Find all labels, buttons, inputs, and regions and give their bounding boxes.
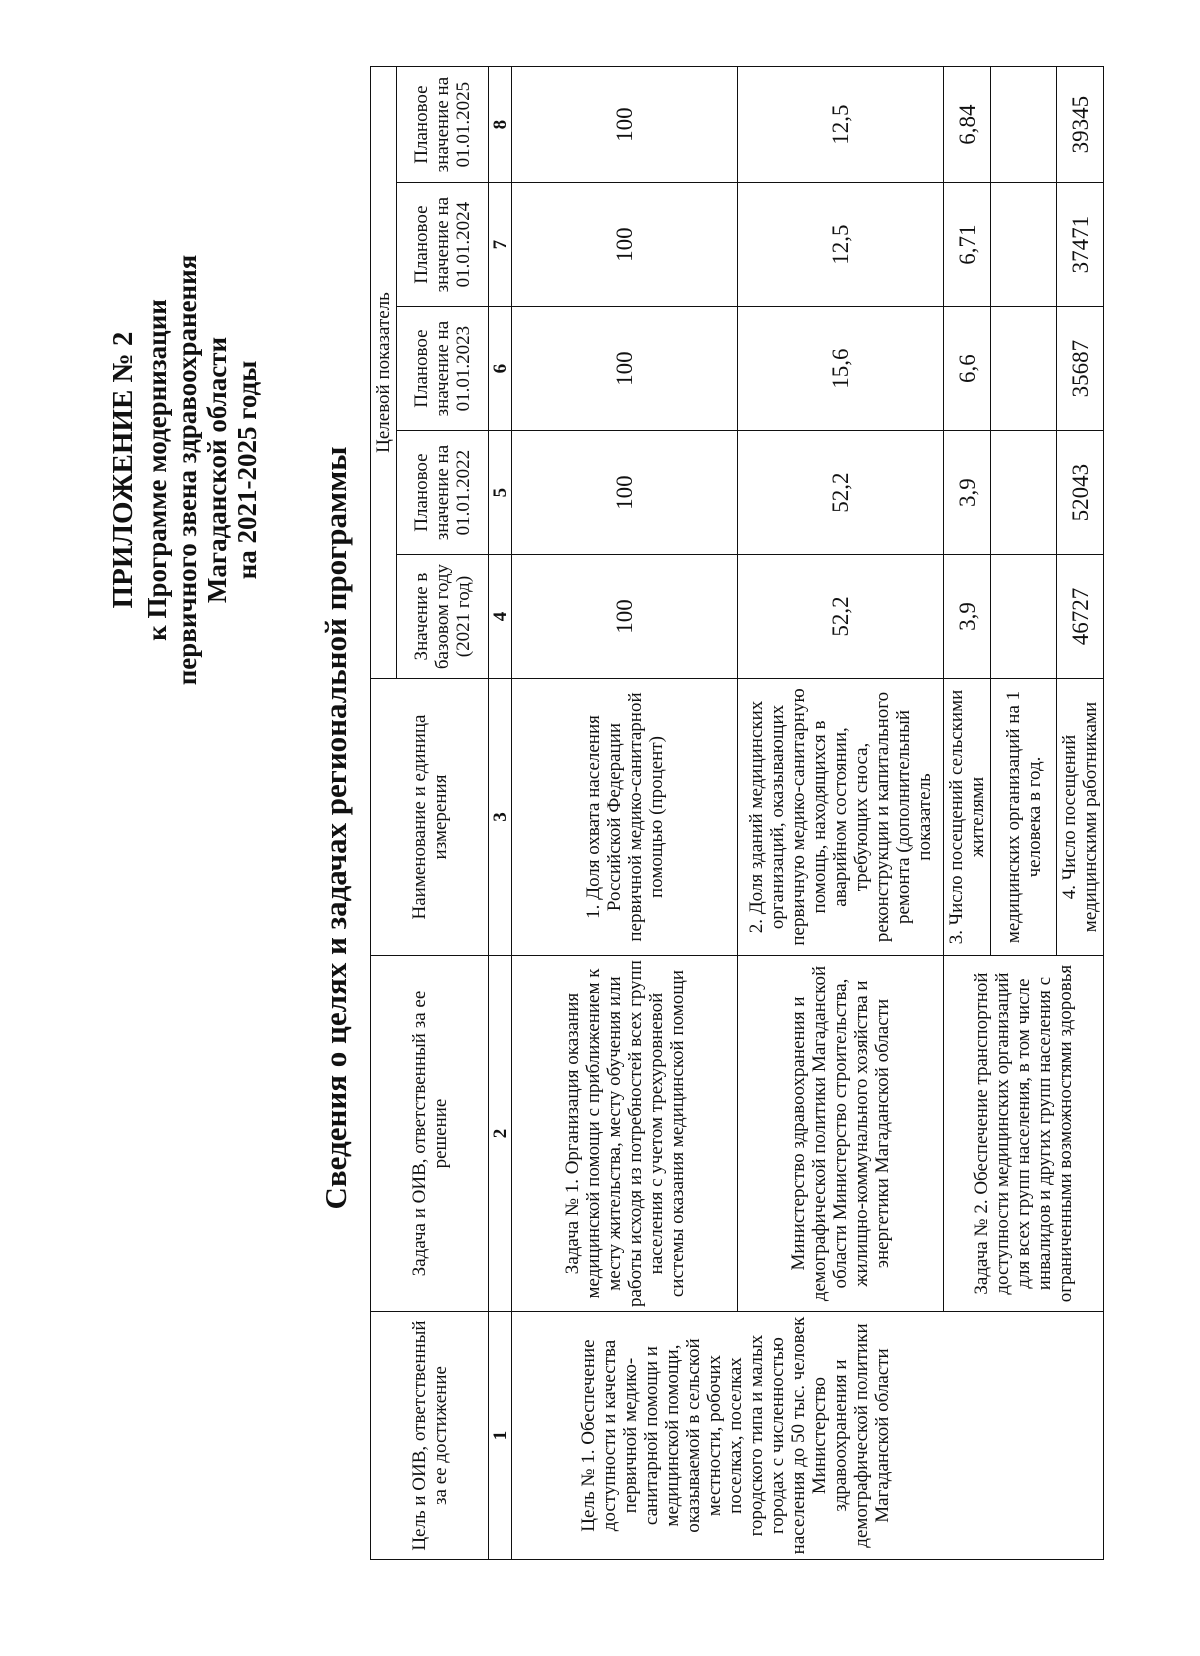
- document-title: Сведения о целях и задачах региональной программы: [318, 446, 353, 1210]
- value-2023: 6,6: [944, 307, 991, 431]
- task-1-responsible-cell: Министерство здравоохранения и демографической политики Магаданской области Министерство строительства, жилищно-коммунального хозяйства и энергетики Магаданской области: [738, 955, 944, 1311]
- indicator-name: 2. Доля зданий медицинских организаций, оказывающих первичную медико-санитарную помощь, находящихся в аварийном состоянии, требующих сноса, реконструкции и капитального ремонта (дополнительный показатель: [738, 679, 944, 956]
- value-base: 46727: [1057, 555, 1104, 679]
- column-number: 1: [489, 1312, 512, 1560]
- indicator-name: 1. Доля охвата населения Российской Федерации первичной медико-санитарной помощью (процент): [512, 679, 738, 956]
- value-2023: 15,6: [738, 307, 944, 431]
- value-2022: 52,2: [738, 431, 944, 555]
- column-number: 7: [489, 183, 512, 307]
- header-target-indicator: Целевой показатель: [371, 67, 397, 679]
- value-2023: 35687: [1057, 307, 1104, 431]
- task-2-cell: Задача № 2. Обеспечение транспортной доступности медицинских организаций для всех групп населения, в том числе инвалидов и других групп населения с ограниченными возможностями здоровья: [944, 955, 1104, 1311]
- header-goal: Цель и ОИВ, ответственный за ее достижение: [371, 1312, 489, 1560]
- empty-cell: [991, 307, 1057, 431]
- appendix-line: к Программе модернизации: [142, 299, 172, 641]
- table-row: [512, 67, 738, 1560]
- value-base: 3,9: [944, 555, 991, 679]
- indicator-name: 3. Число посещений сельскими жителями: [944, 679, 991, 956]
- value-2025: 12,5: [738, 67, 944, 183]
- appendix-line: на 2021-2025 годы: [232, 360, 262, 580]
- column-number: 8: [489, 67, 512, 183]
- column-number: 3: [489, 679, 512, 956]
- column-number: 6: [489, 307, 512, 431]
- column-number: 5: [489, 431, 512, 555]
- value-base: 52,2: [738, 555, 944, 679]
- value-2022: 100: [512, 431, 738, 555]
- value-2025: 39345: [1057, 67, 1104, 183]
- goals-table: [370, 66, 1104, 1560]
- value-2025: 6,84: [944, 67, 991, 183]
- appendix-line: Магаданской области: [202, 336, 232, 604]
- header-base-year: Значение в базовом году (2021 год): [397, 555, 489, 679]
- empty-cell: [991, 555, 1057, 679]
- empty-cell: [991, 67, 1057, 183]
- column-number: 4: [489, 555, 512, 679]
- header-indicator-name: Наименование и единица измерения: [371, 679, 489, 956]
- value-2024: 37471: [1057, 183, 1104, 307]
- value-2024: 6,71: [944, 183, 991, 307]
- goal-cell: Цель № 1. Обеспечение доступности и качества первичной медико-санитарной помощи и медицинской помощи, оказываемой в сельской местности, робочих поселках, поселках городского типа и малых городах с численностью населения до 50 тыс. человек Министерство здравоохранения и демографической политики Магаданской области: [512, 1312, 1104, 1560]
- header-plan-2025: Плановое значение на 01.01.2025: [397, 67, 489, 183]
- header-task: Задача и ОИВ, ответственный за ее решение: [371, 955, 489, 1311]
- value-2022: 52043: [1057, 431, 1104, 555]
- appendix-header: [108, 150, 262, 790]
- task-1-cell: Задача № 1. Организация оказания медицинской помощи с приближением к месту жительства, месту обучения или работы исходя из потребностей всех групп населения с учетом трехуровневой системы оказания медицинской помощи: [512, 955, 738, 1311]
- value-2024: 12,5: [738, 183, 944, 307]
- indicator-name: 4. Число посещений медицинскими работниками: [1057, 679, 1104, 956]
- header-plan-2024: Плановое значение на 01.01.2024: [397, 183, 489, 307]
- value-2025: 100: [512, 67, 738, 183]
- header-plan-2023: Плановое значение на 01.01.2023: [397, 307, 489, 431]
- indicator-name: медицинских организаций на 1 человека в год.: [991, 679, 1057, 956]
- value-2022: 3,9: [944, 431, 991, 555]
- value-2023: 100: [512, 307, 738, 431]
- appendix-number: ПРИЛОЖЕНИЕ № 2: [107, 331, 139, 609]
- column-number: 2: [489, 955, 512, 1311]
- value-2024: 100: [512, 183, 738, 307]
- value-base: 100: [512, 555, 738, 679]
- header-plan-2022: Плановое значение на 01.01.2022: [397, 431, 489, 555]
- empty-cell: [991, 431, 1057, 555]
- empty-cell: [991, 183, 1057, 307]
- appendix-line: первичного звена здравоохранения: [172, 254, 202, 686]
